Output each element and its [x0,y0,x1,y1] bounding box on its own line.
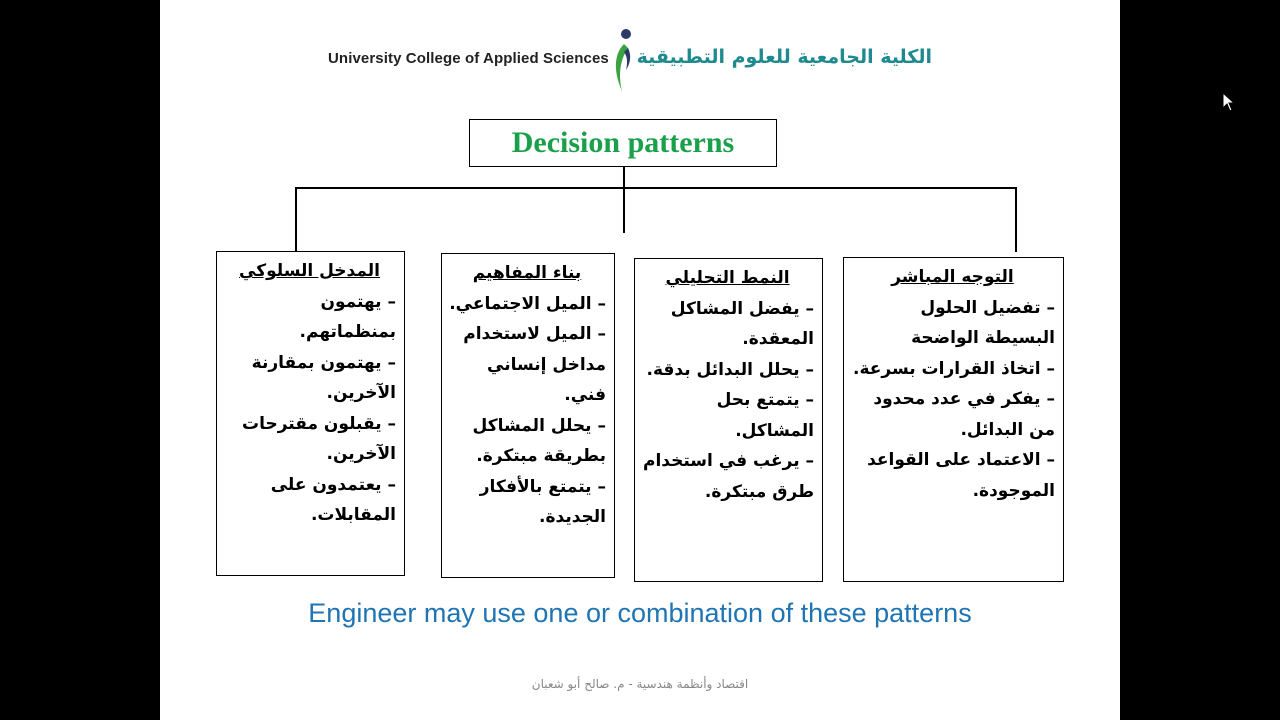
pattern-box-behavioral [216,251,405,576]
pattern-item: – الميل لاستخدام مداخل إنساني فني. [448,319,606,411]
pattern-item: – تفضيل الحلول البسيطة الواضحة [850,293,1055,354]
title-box [469,119,777,167]
pattern-item: – يقبلون مقترحات الآخرين. [223,409,396,470]
slide [160,0,1120,720]
pattern-heading: التوجه المباشر [891,267,1014,287]
pattern-item: – يهتمون بمنظماتهم. [223,287,396,348]
page-title: Decision patterns [511,126,735,159]
pattern-item: – يهتمون بمقارنة الآخرين. [223,348,396,409]
pattern-item: – الاعتماد على القواعد الموجودة. [850,445,1055,506]
pattern-heading: بناء المفاهيم [472,263,582,283]
connector-drop-left [295,187,297,252]
pattern-box-directive [843,257,1064,582]
connector-stem [623,167,625,233]
connector-drop-right [1015,187,1017,252]
summary-text: Engineer may use one or combination of these patterns [308,598,972,628]
pattern-item: – يتمتع بحل المشاكل. [641,385,814,446]
mouse-cursor-icon [1222,92,1236,112]
pattern-heading: المدخل السلوكي [239,261,380,281]
pattern-item: – يفضل المشاكل المعقدة. [641,294,814,355]
college-logo-icon [608,26,638,96]
pattern-item: – اتخاذ القرارات بسرعة. [850,354,1055,385]
pattern-heading: النمط التحليلي [665,268,790,288]
pattern-item: – يرغب في استخدام طرق مبتكرة. [641,446,814,507]
logo-arabic-text: الكلية الجامعية للعلوم التطبيقية [636,46,932,68]
connector-horizontal [295,187,1016,189]
pattern-item: – يعتمدون على المقابلات. [223,470,396,531]
pattern-item: – يفكر في عدد محدود من البدائل. [850,384,1055,445]
logo-english-text: University College of Applied Sciences [328,50,609,67]
pattern-box-conceptual [441,253,615,578]
pattern-item: – يتمتع بالأفكار الجديدة. [448,472,606,533]
pattern-item: – الميل الاجتماعي. [448,289,606,320]
pattern-item: – يحلل المشاكل بطريقة مبتكرة. [448,411,606,472]
pattern-item: – يحلل البدائل بدقة. [641,355,814,386]
pattern-box-analytical [634,258,823,582]
slide-footer: اقتصاد وأنظمة هندسية - م. صالح أبو شعبان [531,677,749,691]
